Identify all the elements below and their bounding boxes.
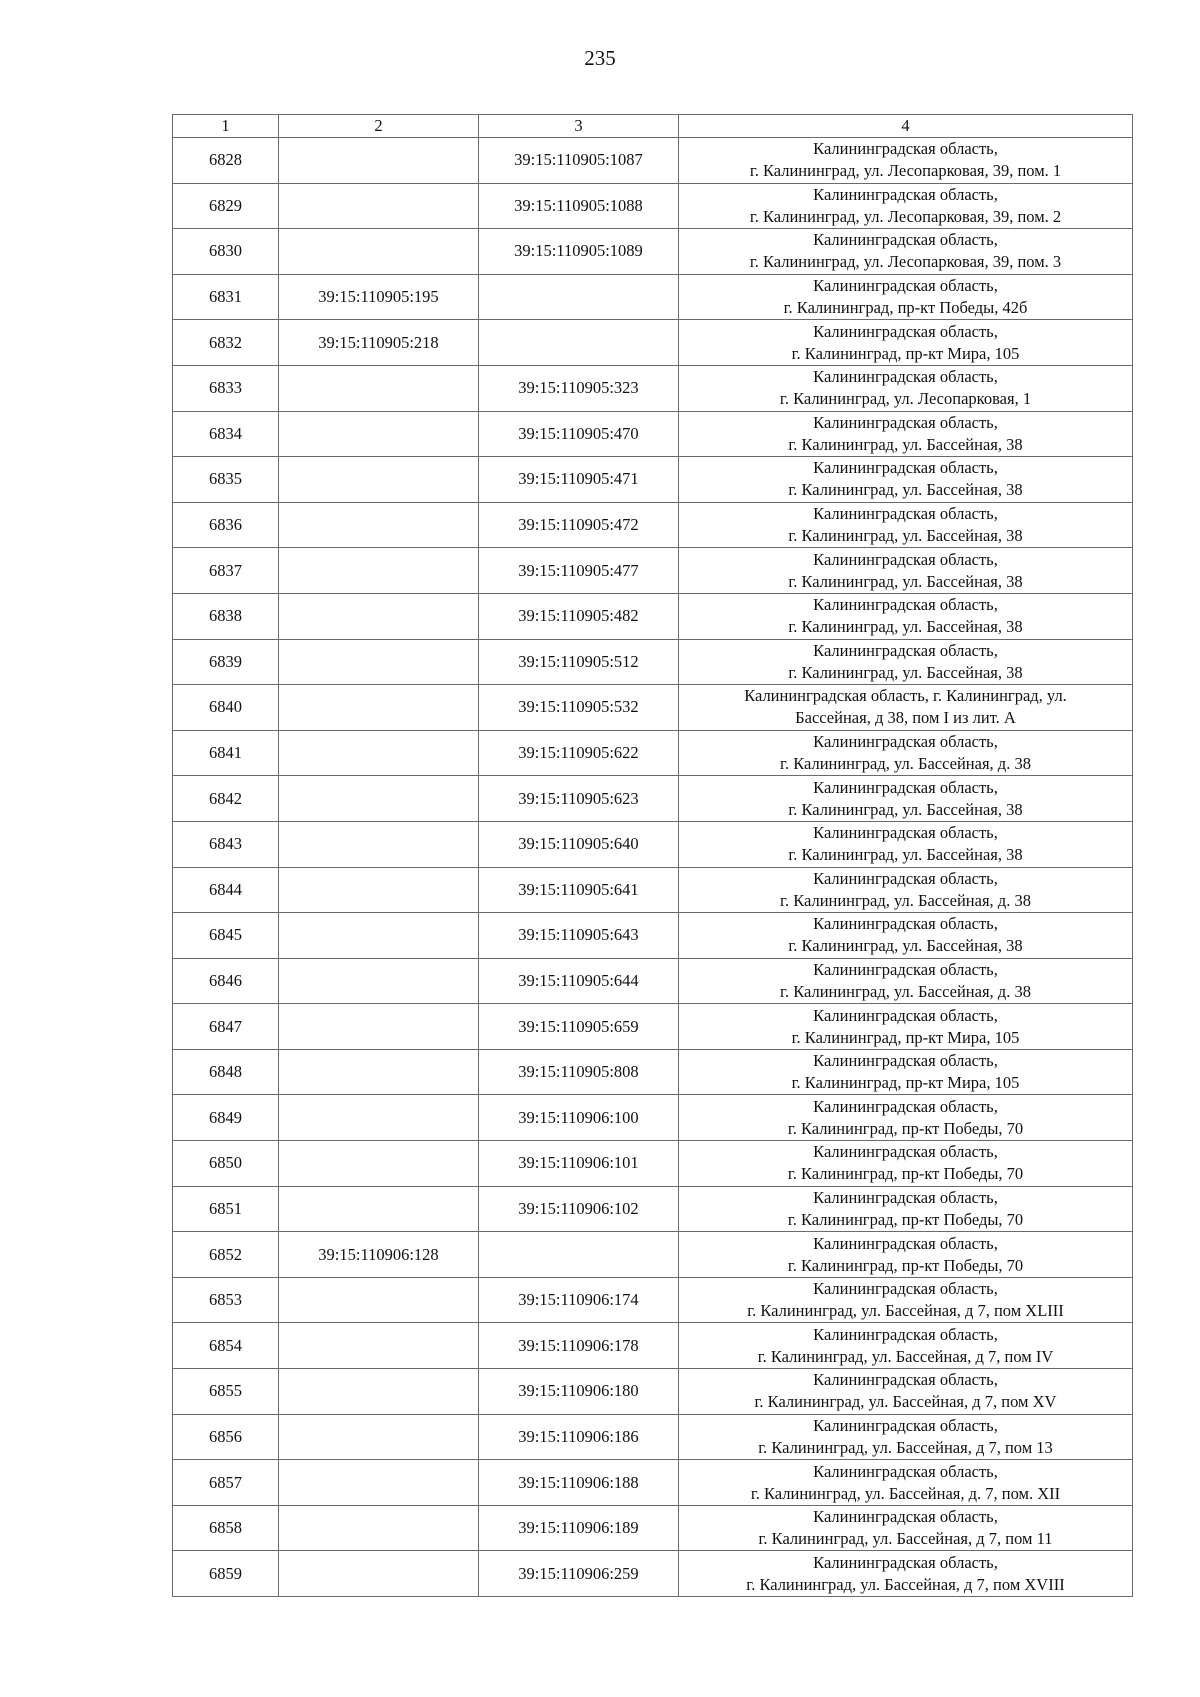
table-row (173, 867, 1133, 913)
column-3-cell: 39:15:110906:100 (479, 1095, 679, 1141)
address-cell (679, 229, 1133, 275)
column-3-cell: 39:15:110905:477 (479, 548, 679, 594)
table-row (173, 365, 1133, 411)
address-cell (679, 502, 1133, 548)
table-row (173, 1551, 1133, 1597)
column-2-cell: 39:15:110905:218 (279, 320, 479, 366)
address-line-1: Калининградская область, (813, 276, 998, 296)
address-line-2: г. Калининград, пр-кт Мира, 105 (791, 343, 1020, 363)
address-line-2: г. Калининград, ул. Лесопарковая, 1 (779, 389, 1032, 409)
address-line-2: г. Калининград, ул. Бассейная, д 7, пом IV (757, 1346, 1054, 1366)
row-number-cell: 6850 (173, 1141, 279, 1187)
address-cell (679, 821, 1133, 867)
address-cell (679, 1323, 1133, 1369)
row-number-cell: 6836 (173, 502, 279, 548)
row-number-cell: 6857 (173, 1460, 279, 1506)
row-number-cell: 6853 (173, 1277, 279, 1323)
row-number-cell: 6842 (173, 776, 279, 822)
column-3-cell: 39:15:110905:623 (479, 776, 679, 822)
address-cell (679, 1414, 1133, 1460)
column-2-cell (279, 685, 479, 731)
address-cell (679, 138, 1133, 184)
row-number-cell: 6837 (173, 548, 279, 594)
row-number-cell: 6830 (173, 229, 279, 275)
column-2-cell (279, 1004, 479, 1050)
row-number-cell: 6828 (173, 138, 279, 184)
address-line-1: Калининградская область, (813, 184, 998, 204)
address-cell (679, 1369, 1133, 1415)
column-2-cell (279, 639, 479, 685)
table-body (173, 138, 1133, 1597)
address-line-2: г. Калининград, ул. Бассейная, 38 (788, 571, 1023, 591)
address-line-1: Калининградская область, (813, 732, 998, 752)
address-cell (679, 274, 1133, 320)
address-cell (679, 320, 1133, 366)
address-cell (679, 1004, 1133, 1050)
column-3-cell: 39:15:110906:174 (479, 1277, 679, 1323)
column-2-cell (279, 1095, 479, 1141)
address-line-1: Калининградская область, (813, 1142, 998, 1162)
address-line-2: г. Калининград, ул. Бассейная, 38 (788, 434, 1023, 454)
header-col-2: 2 (279, 115, 479, 138)
column-3-cell: 39:15:110905:472 (479, 502, 679, 548)
row-number-cell: 6845 (173, 913, 279, 959)
column-2-cell (279, 411, 479, 457)
column-2-cell (279, 1369, 479, 1415)
address-line-1: Калининградская область, (813, 868, 998, 888)
table-row (173, 958, 1133, 1004)
address-line-2: г. Калининград, ул. Бассейная, 38 (788, 799, 1023, 819)
address-cell (679, 867, 1133, 913)
address-cell (679, 365, 1133, 411)
address-cell (679, 1505, 1133, 1551)
address-line-2: г. Калининград, ул. Лесопарковая, 39, пом. 1 (749, 161, 1062, 181)
column-3-cell: 39:15:110906:180 (479, 1369, 679, 1415)
address-line-2: г. Калининград, ул. Бассейная, д. 38 (780, 754, 1031, 774)
address-cell (679, 1551, 1133, 1597)
table-row (173, 821, 1133, 867)
column-2-cell (279, 1277, 479, 1323)
address-cell (679, 593, 1133, 639)
column-3-cell: 39:15:110905:323 (479, 365, 679, 411)
column-3-cell: 39:15:110905:532 (479, 685, 679, 731)
column-2-cell (279, 1414, 479, 1460)
row-number-cell: 6856 (173, 1414, 279, 1460)
address-line-2: г. Калининград, ул. Бассейная, 38 (788, 617, 1023, 637)
column-3-cell: 39:15:110905:644 (479, 958, 679, 1004)
address-cell (679, 1141, 1133, 1187)
address-line-1: Калининградская область, (813, 1552, 998, 1572)
address-line-1: Калининградская область, (813, 1051, 998, 1071)
address-line-2: г. Калининград, ул. Бассейная, 38 (788, 936, 1023, 956)
address-line-1: Калининградская область, (813, 914, 998, 934)
column-2-cell (279, 958, 479, 1004)
address-cell (679, 685, 1133, 731)
row-number-cell: 6848 (173, 1049, 279, 1095)
column-3-cell: 39:15:110905:470 (479, 411, 679, 457)
address-line-1: Калининградская область, (813, 1005, 998, 1025)
column-2-cell (279, 593, 479, 639)
table-row (173, 502, 1133, 548)
column-2-cell (279, 1323, 479, 1369)
column-3-cell: 39:15:110905:512 (479, 639, 679, 685)
row-number-cell: 6838 (173, 593, 279, 639)
address-line-2: г. Калининград, ул. Бассейная, д 7, пом 11 (758, 1529, 1053, 1549)
table-header-row (173, 115, 1133, 138)
table-row (173, 593, 1133, 639)
column-3-cell: 39:15:110905:622 (479, 730, 679, 776)
row-number-cell: 6834 (173, 411, 279, 457)
table-row (173, 183, 1133, 229)
address-line-1: Калининградская область, (813, 1324, 998, 1344)
row-number-cell: 6840 (173, 685, 279, 731)
address-cell (679, 1186, 1133, 1232)
row-number-cell: 6846 (173, 958, 279, 1004)
address-line-1: Калининградская область, (813, 139, 998, 159)
row-number-cell: 6859 (173, 1551, 279, 1597)
column-2-cell (279, 365, 479, 411)
address-line-2: г. Калининград, пр-кт Победы, 70 (787, 1209, 1024, 1229)
column-2-cell (279, 548, 479, 594)
address-line-2: г. Калининград, ул. Бассейная, д 7, пом XLIII (747, 1301, 1064, 1321)
table-row (173, 1505, 1133, 1551)
column-3-cell: 39:15:110906:186 (479, 1414, 679, 1460)
column-2-cell (279, 776, 479, 822)
table-row (173, 1277, 1133, 1323)
address-line-1: Калининградская область, (813, 1233, 998, 1253)
column-3-cell: 39:15:110906:259 (479, 1551, 679, 1597)
table-row (173, 1460, 1133, 1506)
address-line-2: г. Калининград, ул. Бассейная, 38 (788, 480, 1023, 500)
column-3-cell: 39:15:110906:189 (479, 1505, 679, 1551)
address-line-1: Калининградская область, (813, 504, 998, 524)
column-3-cell (479, 274, 679, 320)
page-number: 235 (584, 46, 616, 70)
column-3-cell: 39:15:110905:808 (479, 1049, 679, 1095)
address-cell (679, 1232, 1133, 1278)
row-number-cell: 6843 (173, 821, 279, 867)
header-col-3: 3 (479, 115, 679, 138)
row-number-cell: 6832 (173, 320, 279, 366)
table-row (173, 639, 1133, 685)
column-2-cell (279, 1460, 479, 1506)
table-row (173, 1414, 1133, 1460)
address-line-2: г. Калининград, ул. Бассейная, д 7, пом 13 (758, 1437, 1053, 1457)
address-line-2: г. Калининград, ул. Бассейная, д 7, пом XVIII (746, 1574, 1065, 1594)
address-line-1: Калининградская область, (813, 1507, 998, 1527)
table-row (173, 1004, 1133, 1050)
table-row (173, 411, 1133, 457)
address-cell (679, 1460, 1133, 1506)
row-number-cell: 6854 (173, 1323, 279, 1369)
table-row (173, 138, 1133, 184)
table-row (173, 1049, 1133, 1095)
row-number-cell: 6847 (173, 1004, 279, 1050)
address-line-2: г. Калининград, ул. Бассейная, д. 7, пом. XII (750, 1483, 1061, 1503)
column-3-cell: 39:15:110905:1089 (479, 229, 679, 275)
column-3-cell: 39:15:110906:101 (479, 1141, 679, 1187)
column-2-cell (279, 183, 479, 229)
column-3-cell: 39:15:110905:659 (479, 1004, 679, 1050)
row-number-cell: 6835 (173, 457, 279, 503)
address-line-1: Калининградская область, (813, 1187, 998, 1207)
address-cell (679, 1277, 1133, 1323)
table-row (173, 548, 1133, 594)
address-cell (679, 457, 1133, 503)
column-3-cell: 39:15:110905:471 (479, 457, 679, 503)
table-row (173, 1232, 1133, 1278)
address-cell (679, 776, 1133, 822)
column-2-cell (279, 1049, 479, 1095)
address-line-2: г. Калининград, пр-кт Победы, 70 (787, 1255, 1024, 1275)
address-line-1: Калининградская область, (813, 959, 998, 979)
address-line-2: Бассейная, д 38, пом I из лит. А (795, 708, 1016, 728)
column-3-cell (479, 320, 679, 366)
address-cell (679, 183, 1133, 229)
column-3-cell: 39:15:110905:643 (479, 913, 679, 959)
address-line-2: г. Калининград, пр-кт Победы, 70 (787, 1118, 1024, 1138)
address-line-1: Калининградская область, (813, 1279, 998, 1299)
address-cell (679, 1095, 1133, 1141)
address-line-2: г. Калининград, ул. Бассейная, 38 (788, 845, 1023, 865)
column-2-cell (279, 1551, 479, 1597)
column-3-cell: 39:15:110906:102 (479, 1186, 679, 1232)
row-number-cell: 6851 (173, 1186, 279, 1232)
address-line-1: Калининградская область, (813, 458, 998, 478)
header-col-4: 4 (679, 115, 1133, 138)
address-line-2: г. Калининград, пр-кт Победы, 70 (787, 1164, 1024, 1184)
address-line-1: Калининградская область, (813, 1415, 998, 1435)
column-3-cell: 39:15:110905:482 (479, 593, 679, 639)
address-line-2: г. Калининград, ул. Лесопарковая, 39, пом. 3 (749, 252, 1062, 272)
column-2-cell (279, 730, 479, 776)
row-number-cell: 6849 (173, 1095, 279, 1141)
table-row (173, 1095, 1133, 1141)
row-number-cell: 6855 (173, 1369, 279, 1415)
column-3-cell: 39:15:110905:641 (479, 867, 679, 913)
column-2-cell (279, 1141, 479, 1187)
column-2-cell (279, 913, 479, 959)
address-line-1: Калининградская область, (813, 230, 998, 250)
row-number-cell: 6844 (173, 867, 279, 913)
column-2-cell (279, 1186, 479, 1232)
table-row (173, 320, 1133, 366)
table-row (173, 457, 1133, 503)
column-3-cell: 39:15:110905:640 (479, 821, 679, 867)
address-line-2: г. Калининград, ул. Бассейная, д. 38 (780, 890, 1031, 910)
address-line-2: г. Калининград, ул. Бассейная, 38 (788, 662, 1023, 682)
address-line-2: г. Калининград, ул. Бассейная, 38 (788, 526, 1023, 546)
address-line-2: г. Калининград, пр-кт Мира, 105 (791, 1027, 1020, 1047)
table-row (173, 274, 1133, 320)
address-line-1: Калининградская область, (813, 1461, 998, 1481)
address-line-1: Калининградская область, (813, 549, 998, 569)
column-2-cell (279, 867, 479, 913)
address-cell (679, 730, 1133, 776)
address-line-1: Калининградская область, (813, 367, 998, 387)
column-2-cell: 39:15:110905:195 (279, 274, 479, 320)
registry-table (172, 114, 1133, 1597)
column-3-cell: 39:15:110906:188 (479, 1460, 679, 1506)
address-cell (679, 411, 1133, 457)
column-2-cell (279, 229, 479, 275)
address-line-1: Калининградская область, г. Калининград, ул. (744, 686, 1067, 706)
table-row (173, 229, 1133, 275)
address-line-1: Калининградская область, (813, 777, 998, 797)
table-row (173, 1186, 1133, 1232)
address-line-2: г. Калининград, ул. Бассейная, д 7, пом XV (754, 1392, 1057, 1412)
address-line-2: г. Калининград, ул. Лесопарковая, 39, пом. 2 (749, 206, 1062, 226)
table-row (173, 1323, 1133, 1369)
table-row (173, 776, 1133, 822)
table-row (173, 1141, 1133, 1187)
column-3-cell: 39:15:110906:178 (479, 1323, 679, 1369)
address-line-1: Калининградская область, (813, 1370, 998, 1390)
address-line-1: Калининградская область, (813, 823, 998, 843)
address-cell (679, 639, 1133, 685)
column-2-cell (279, 821, 479, 867)
row-number-cell: 6833 (173, 365, 279, 411)
address-line-1: Калининградская область, (813, 640, 998, 660)
column-3-cell (479, 1232, 679, 1278)
table-row (173, 913, 1133, 959)
column-3-cell: 39:15:110905:1088 (479, 183, 679, 229)
row-number-cell: 6841 (173, 730, 279, 776)
table-row (173, 685, 1133, 731)
table-row (173, 730, 1133, 776)
row-number-cell: 6839 (173, 639, 279, 685)
row-number-cell: 6858 (173, 1505, 279, 1551)
address-line-1: Калининградская область, (813, 595, 998, 615)
table-row (173, 1369, 1133, 1415)
address-cell (679, 958, 1133, 1004)
address-line-2: г. Калининград, ул. Бассейная, д. 38 (780, 981, 1031, 1001)
address-cell (679, 1049, 1133, 1095)
column-2-cell (279, 457, 479, 503)
header-col-1: 1 (173, 115, 279, 138)
address-cell (679, 913, 1133, 959)
address-line-2: г. Калининград, пр-кт Победы, 42б (783, 298, 1028, 318)
column-2-cell (279, 138, 479, 184)
row-number-cell: 6831 (173, 274, 279, 320)
row-number-cell: 6829 (173, 183, 279, 229)
address-line-1: Калининградская область, (813, 1096, 998, 1116)
row-number-cell: 6852 (173, 1232, 279, 1278)
address-line-1: Калининградская область, (813, 412, 998, 432)
address-line-1: Калининградская область, (813, 321, 998, 341)
column-3-cell: 39:15:110905:1087 (479, 138, 679, 184)
address-cell (679, 548, 1133, 594)
column-2-cell (279, 502, 479, 548)
address-line-2: г. Калининград, пр-кт Мира, 105 (791, 1073, 1020, 1093)
column-2-cell (279, 1505, 479, 1551)
column-2-cell: 39:15:110906:128 (279, 1232, 479, 1278)
